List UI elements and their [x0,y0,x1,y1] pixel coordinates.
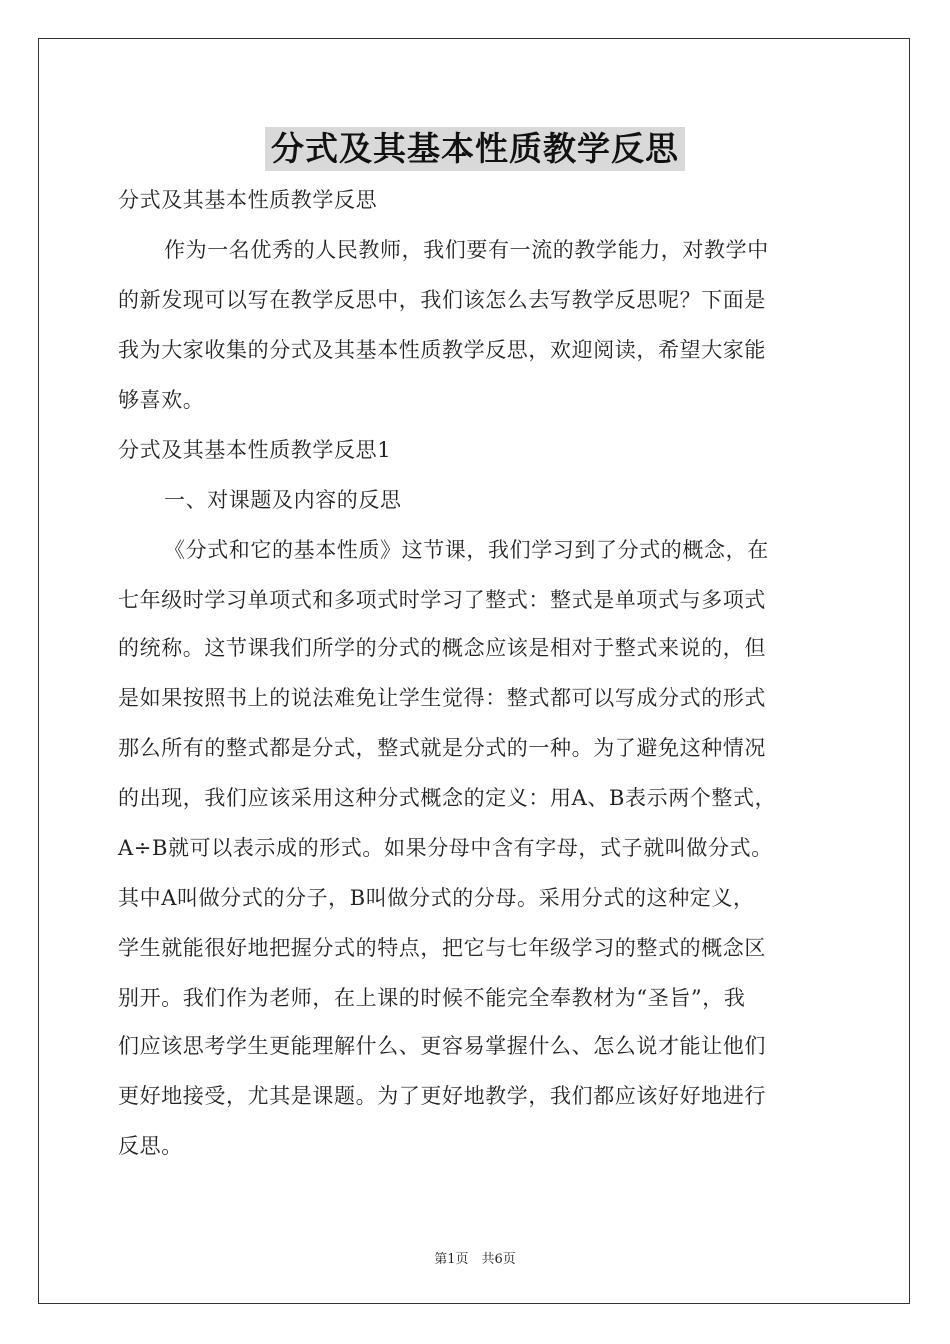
text-line: 反思。 [118,1134,183,1158]
text-line: 的出现，我们应该采用这种分式概念的定义：用A、B表示两个整式， [118,786,777,810]
text-line: 是如果按照书上的说法难免让学生觉得：整式都可以写成分式的形式 [118,686,766,710]
text-line: 的统称。这节课我们所学的分式的概念应该是相对于整式来说的，但 [118,636,766,660]
document-title-wrap [0,127,950,171]
text-line: 别开。我们作为老师，在上课的时候不能完全奉教材为“圣旨”，我 [118,986,746,1010]
text-line: 我为大家收集的分式及其基本性质教学反思，欢迎阅读，希望大家能 [118,338,766,362]
text-line: 作为一名优秀的人民教师，我们要有一流的教学能力，对教学中 [164,238,769,262]
text-line: A÷B就可以表示成的形式。如果分母中含有字母，式子就叫做分式。 [118,836,773,860]
text-line: 七年级时学习单项式和多项式时学习了整式：整式是单项式与多项式 [118,588,766,612]
subsection-heading: 一、对课题及内容的反思 [164,488,402,512]
page-footer: 第1页 共6页 [434,1252,516,1267]
text-line: 够喜欢。 [118,388,205,412]
text-line: 《分式和它的基本性质》这节课，我们学习到了分式的概念，在 [164,538,769,562]
section-heading: 分式及其基本性质教学反思1 [118,438,392,462]
text-line: 更好地接受，尤其是课题。为了更好地教学，我们都应该好好地进行 [118,1084,766,1108]
text-line: 们应该思考学生更能理解什么、更容易掌握什么、怎么说才能让他们 [118,1034,766,1058]
text-line: 的新发现可以写在教学反思中，我们该怎么去写教学反思呢？下面是 [118,288,766,312]
page-border [38,38,910,1304]
document-title: 分式及其基本性质教学反思 [265,127,685,171]
subtitle-line: 分式及其基本性质教学反思 [118,188,378,212]
text-line: 那么所有的整式都是分式，整式就是分式的一种。为了避免这种情况 [118,736,766,760]
text-line: 其中A叫做分式的分子，B叫做分式的分母。采用分式的这种定义， [118,886,755,910]
text-line: 学生就能很好地把握分式的特点，把它与七年级学习的整式的概念区 [118,936,766,960]
